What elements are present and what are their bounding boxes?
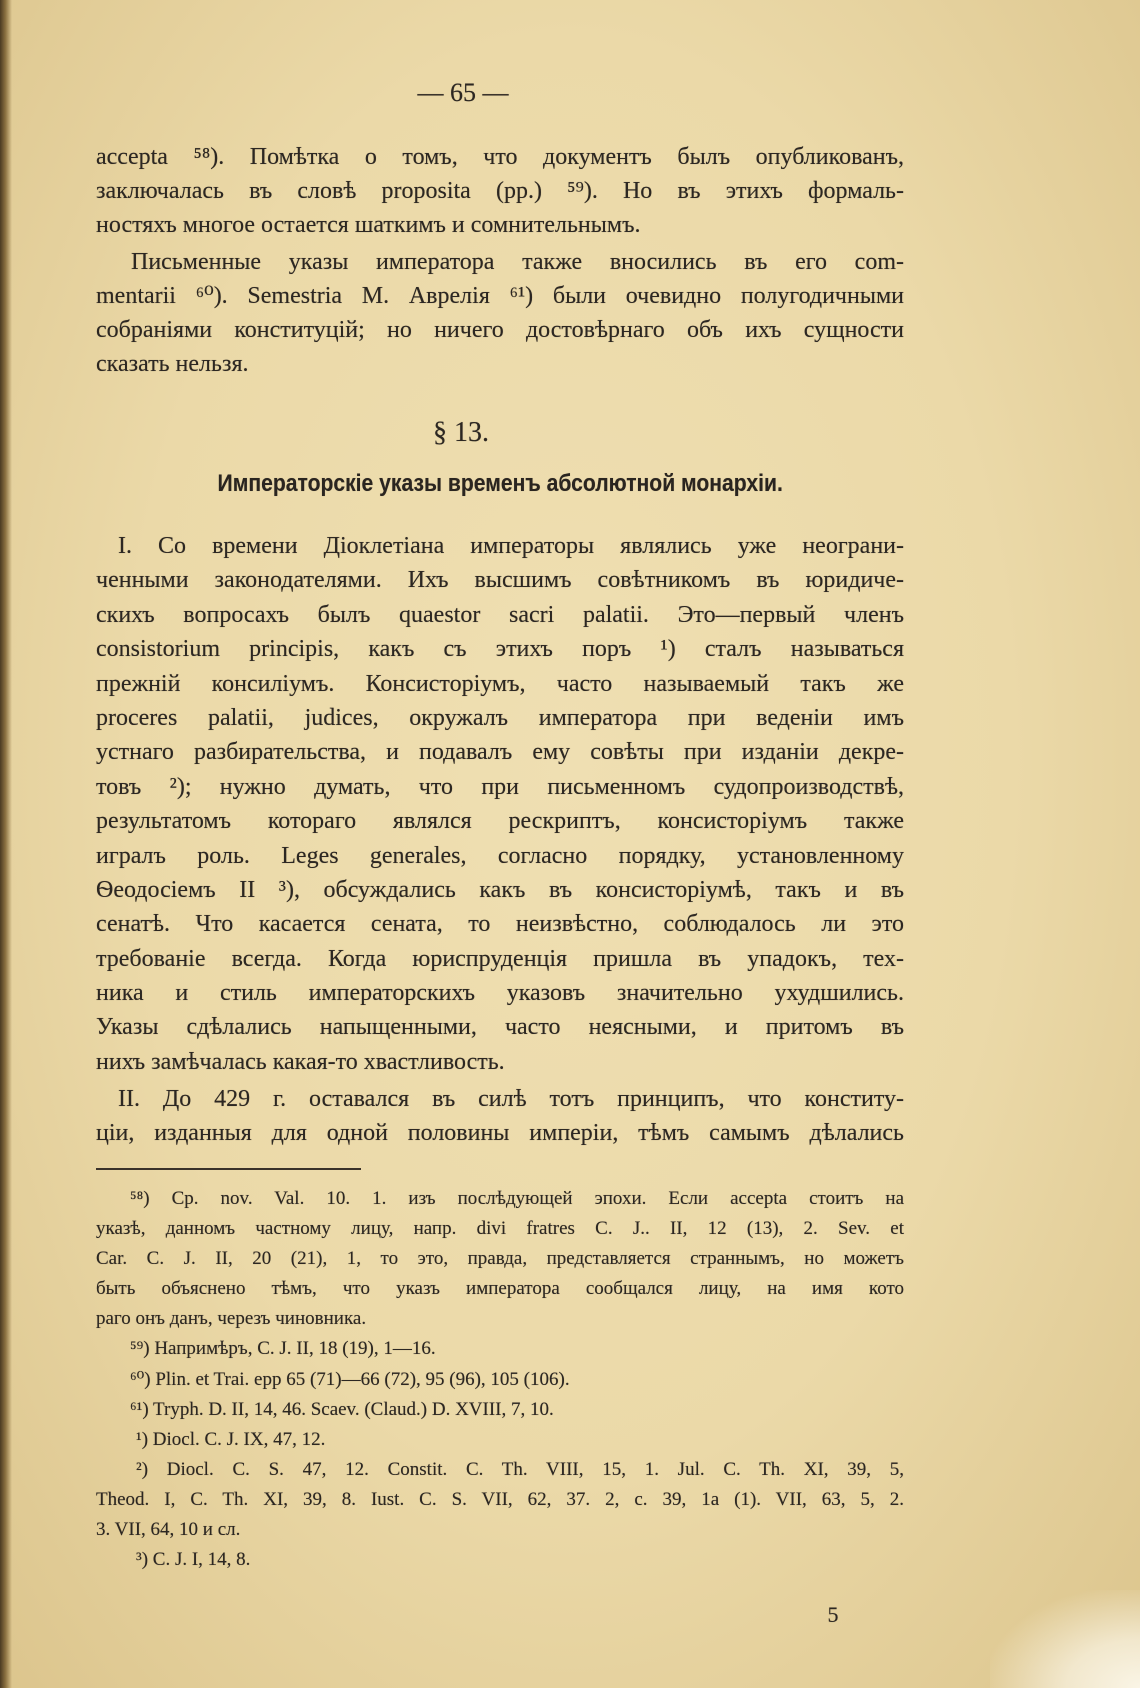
text-line: consistorium principis, какъ съ этихъ поръ ¹) сталъ называться bbox=[96, 636, 904, 663]
signature-mark: 5 bbox=[827, 1602, 839, 1627]
footnotes bbox=[96, 1184, 904, 1575]
text-line: товъ ²); нужно думать, что при письменномъ судопроизводствѣ, bbox=[96, 773, 904, 800]
text-line: заключалась въ словѣ proposita (pp.) ⁵⁹). Но въ этихъ формаль- bbox=[96, 178, 904, 204]
section-number: § 13. bbox=[433, 417, 489, 448]
footnote-3 bbox=[96, 1545, 904, 1575]
section-title: Императорскіе указы временъ абсолютной монархіи. bbox=[217, 470, 783, 497]
footnote-line: ⁵⁸) Ср. nov. Val. 10. 1. изъ послѣдующей эпохи. Если accepta стоитъ на bbox=[130, 1188, 904, 1209]
footnote-2 bbox=[96, 1455, 904, 1545]
text-line: ціи, изданныя для одной половины имперіи, тѣмъ самымъ дѣлались bbox=[96, 1120, 904, 1146]
footnote-59 bbox=[96, 1334, 904, 1364]
text-line: ностяхъ многое остается шаткимъ и сомнительнымъ. bbox=[96, 212, 641, 238]
footnote-line: ⁵⁹) Напримѣръ, C. J. II, 18 (19), 1—16. bbox=[130, 1338, 436, 1360]
text-line: результатомъ котораго являлся рескриптъ, консисторіумъ также bbox=[96, 808, 904, 835]
text-line: нихъ замѣчалась какая-то хвастливость. bbox=[96, 1048, 505, 1075]
text-line: Указы сдѣлались напыщенными, часто неясными, и притомъ въ bbox=[96, 1014, 904, 1041]
footnote-61 bbox=[96, 1395, 904, 1425]
footnote-line: ³) C. J. I, 14, 8. bbox=[136, 1549, 251, 1571]
page-number: — 65 — bbox=[417, 78, 509, 107]
text-line: прежній консиліумъ. Консисторіумъ, часто называемый такъ же bbox=[96, 670, 904, 697]
section-heading bbox=[96, 468, 904, 500]
paragraph-continued bbox=[96, 140, 904, 242]
footnote-line: ²) Diocl. C. S. 47, 12. Constit. C. Th. VIII, 15, 1. Jul. C. Th. XI, 39, 5, bbox=[136, 1458, 904, 1480]
text-line: Письменные указы императора также вносились въ его com- bbox=[131, 249, 904, 275]
text-line: accepta ⁵⁸). Помѣтка о томъ, что документъ былъ опубликованъ, bbox=[96, 144, 904, 170]
footnote-line: ¹) Diocl. C. J. IX, 47, 12. bbox=[136, 1428, 326, 1450]
footnote-1 bbox=[96, 1425, 904, 1455]
text-line: ченными законодателями. Ихъ высшимъ совѣтникомъ въ юридиче- bbox=[96, 567, 904, 594]
paragraph bbox=[96, 1082, 904, 1150]
footnote-line: ⁶¹) Tryph. D. II, 14, 46. Scaev. (Claud.) D. XVIII, 7, 10. bbox=[130, 1398, 554, 1420]
footnote-line: быть объяснено тѣмъ, что указъ императора сообщался лицу, на имя кото bbox=[96, 1278, 904, 1300]
text-line: mentarii ⁶⁰). Semestria M. Аврелія ⁶¹) были очевидно полугодичными bbox=[96, 283, 904, 309]
paragraph bbox=[96, 245, 904, 381]
text-line: устнаго разбирательства, и подавалъ ему совѣты при изданіи декре- bbox=[96, 739, 904, 766]
text-line: скихъ вопросахъ былъ quaestor sacri palatii. Это—первый членъ bbox=[96, 601, 904, 628]
text-line: I. Со времени Діоклетіана императоры являлись уже неограни- bbox=[118, 533, 904, 559]
footnote-line: ⁶⁰) Plin. et Trai. epp 65 (71)—66 (72), 95 (96), 105 (106). bbox=[130, 1368, 570, 1390]
footnote-line: указѣ, данномъ частному лицу, напр. divi fratres C. J.. II, 12 (13), 2. Sev. et bbox=[96, 1218, 904, 1240]
footnote-line: 3. VII, 64, 10 и сл. bbox=[96, 1519, 241, 1541]
text-line: собраніями конституцій; но ничего достовѣрнаго объ ихъ сущности bbox=[96, 317, 904, 343]
text-line: proceres palatii, judices, окружалъ императора при веденіи имъ bbox=[96, 704, 904, 731]
footnote-divider bbox=[96, 1168, 361, 1170]
footnote-line: Theod. I, C. Th. XI, 39, 8. Iust. C. S. VII, 62, 37. 2, c. 39, 1a (1). VII, 63, 5, 2. bbox=[96, 1488, 904, 1510]
text-line: требованіе всегда. Когда юриспруденція пришла въ упадокъ, тех- bbox=[96, 945, 904, 972]
paper-highlight bbox=[990, 1590, 1140, 1688]
text-line: игралъ роль. Leges generales, согласно порядку, установленному bbox=[96, 842, 904, 869]
footnote-60 bbox=[96, 1365, 904, 1395]
footnote-line: раго онъ данъ, черезъ чиновника. bbox=[96, 1308, 367, 1330]
text-line: Ѳеодосіемъ II ³), обсуждались какъ въ консисторіумѣ, такъ и въ bbox=[96, 876, 904, 903]
text-line: II. До 429 г. оставался въ силѣ тотъ принципъ, что конститу- bbox=[118, 1086, 904, 1112]
footnote-58 bbox=[96, 1184, 904, 1334]
page-left-edge bbox=[0, 0, 12, 1688]
footnote-line: Car. C. J. II, 20 (21), 1, то это, правда, представляется страннымъ, но можетъ bbox=[96, 1248, 904, 1270]
text-line: ника и стиль императорскихъ указовъ значительно ухудшились. bbox=[96, 980, 904, 1007]
paragraph bbox=[96, 529, 904, 1079]
text-line: сказать нельзя. bbox=[96, 351, 249, 377]
text-line: сенатѣ. Что касается сената, то неизвѣстно, соблюдалось ли это bbox=[96, 911, 904, 938]
